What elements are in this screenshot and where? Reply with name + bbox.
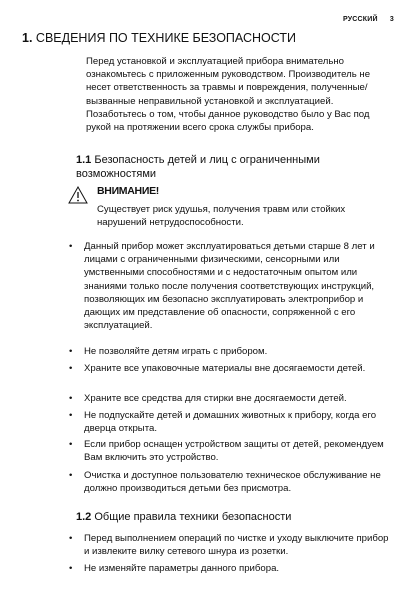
warning-title: ВНИМАНИЕ! <box>97 185 159 197</box>
language-label: РУССКИЙ <box>342 16 378 23</box>
list-item: • Храните все средства для стирки вне досягаемости детей. <box>69 393 347 404</box>
section-1-1-heading <box>76 153 376 181</box>
section-1-intro: Перед установкой и эксплуатацией прибора внимательно ознакомьтесь с приложенным руководством. Производитель не несет ответственность за травмы и повреждения, полученные/вызванные неправильной установкой и эксплуатацией. Позаботьтесь о том, чтобы данное руководство было у Вас под рукой на протяжении всего срока службы прибора. <box>86 56 371 134</box>
list-item: • Перед выполнением операций по чистке и уходу выключите прибор и извлеките вилку сетевого шнура из розетки. <box>69 533 389 558</box>
section-1-2-title: Общие правила техники безопасности <box>94 511 292 523</box>
warning-text: Существует риск удушья, получения травм или стойких нарушений нетрудоспособности. <box>97 204 346 229</box>
list-item: • Если прибор оснащен устройством защиты от детей, рекомендуем Вам включить это устройство. <box>69 439 384 464</box>
list-item: • Храните все упаковочные материалы вне досягаемости детей. <box>69 363 366 374</box>
section-1-1-title: Безопасность детей и лиц с ограниченными возможностями <box>76 154 320 180</box>
page-number: 3 <box>389 16 394 23</box>
section-1-1-number: 1.1 <box>76 154 92 166</box>
section-1-2-number: 1.2 <box>76 511 92 523</box>
page-header <box>343 16 394 23</box>
section-1-number: 1. <box>22 31 33 45</box>
list-item: • Не позволяйте детям играть с прибором. <box>69 346 268 357</box>
list-item: • Очистка и доступное пользователю техническое обслуживание не должно производиться детьми без присмотра. <box>69 470 381 495</box>
warning-triangle-icon <box>68 186 88 204</box>
section-1-2-heading <box>76 510 376 524</box>
section-1-heading <box>22 31 402 46</box>
list-item: • Данный прибор может эксплуатироваться детьми старше 8 лет и лицами с ограниченными физическими, сенсорными или умственными способностями и с недостаточным опытом или знаниями только после получения соответствующих инструкций, позволяющих им безопасно эксплуатировать электроприбор и дающих им представление об опасности, сопряженной с его эксплуатацией. <box>69 241 375 332</box>
section-1-title: СВЕДЕНИЯ ПО ТЕХНИКЕ БЕЗОПАСНОСТИ <box>35 31 296 45</box>
list-item: • Не подпускайте детей и домашних животных к прибору, когда его дверца открыта. <box>69 410 377 435</box>
list-item: • Не изменяйте параметры данного прибора. <box>69 563 280 574</box>
